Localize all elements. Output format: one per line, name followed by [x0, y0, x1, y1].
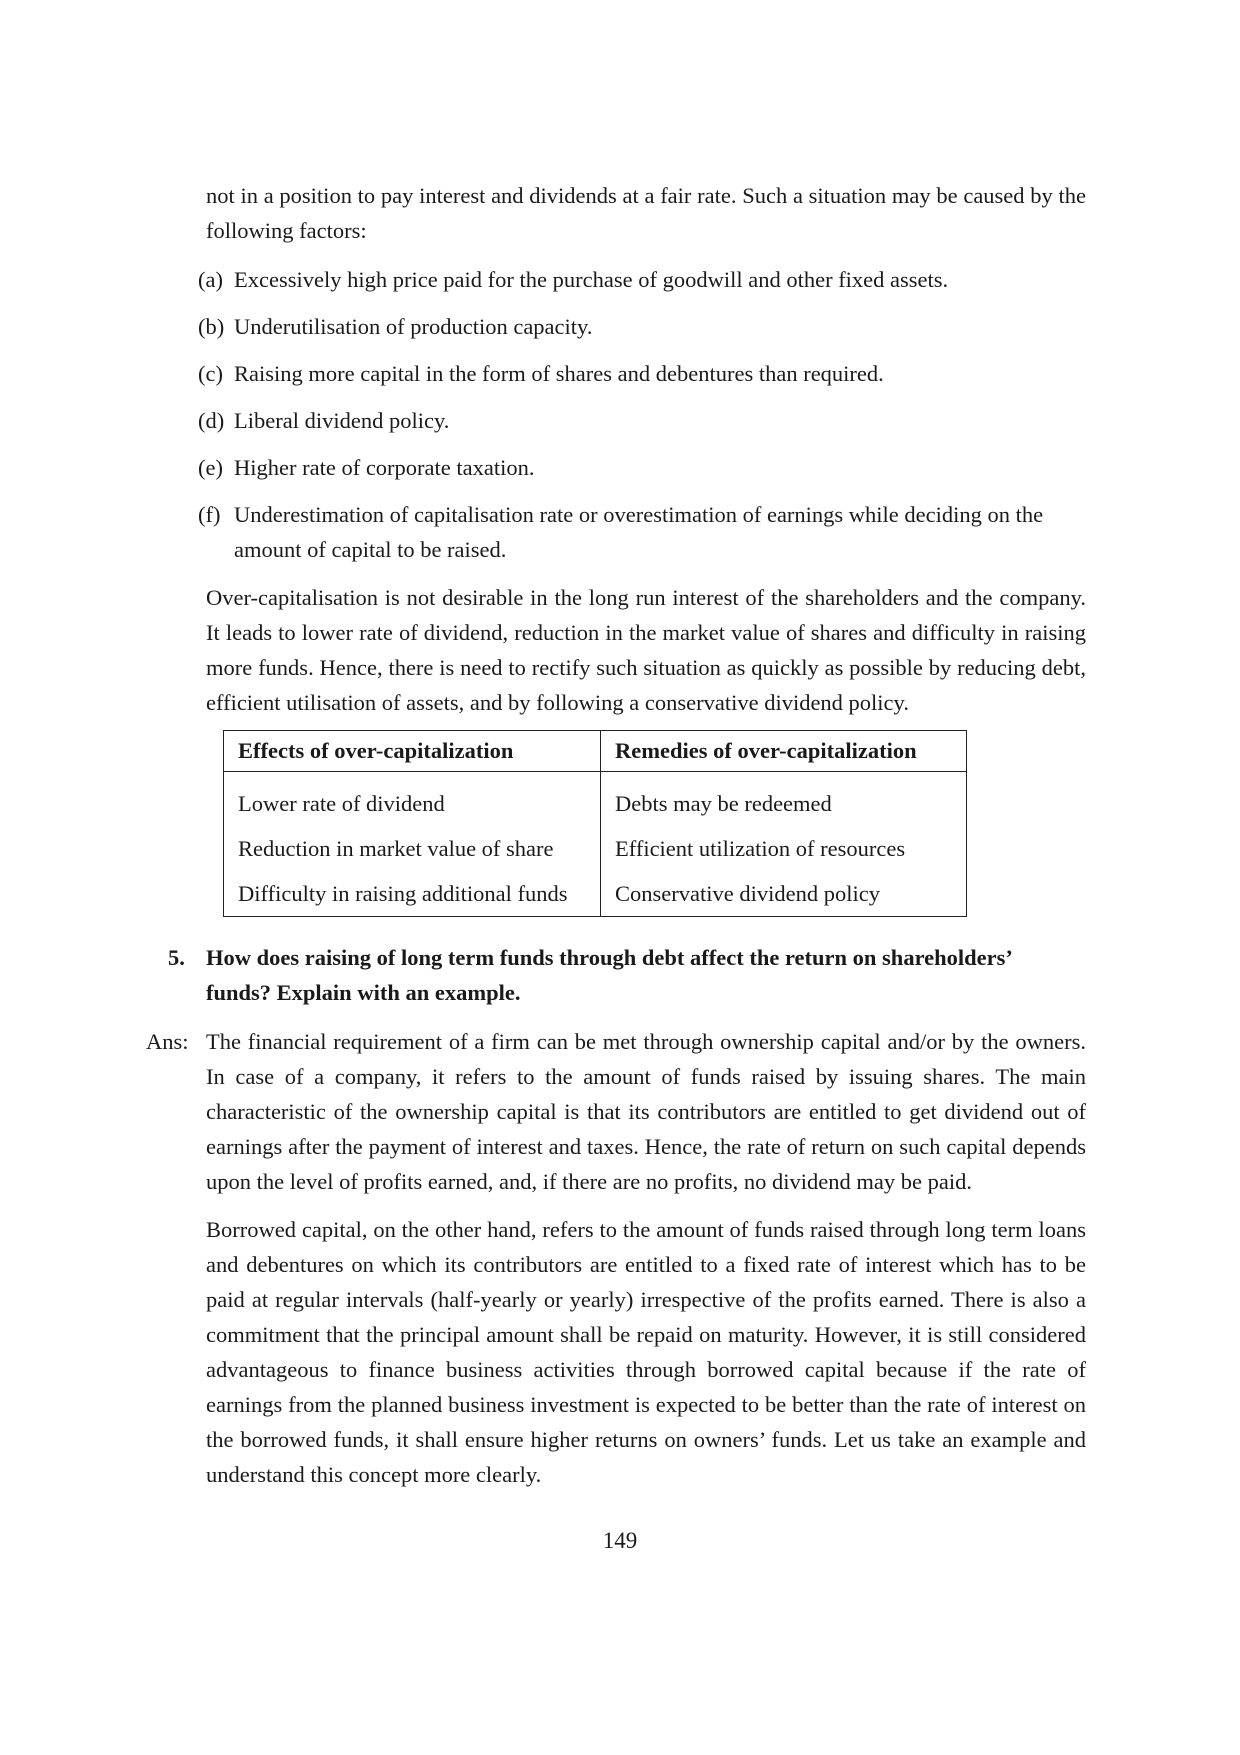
factor-text: Liberal dividend policy.	[234, 408, 450, 433]
factor-letter: (c)	[198, 361, 223, 386]
answer-paragraph-2: Borrowed capital, on the other hand, refers to the amount of funds raised through long term loans and debentures on which its contributors are entitled to a fixed rate of interest which has to be paid at regular intervals (half-yearly or yearly) irrespective of the profits earned. There is also a commitment that the principal amount shall be repaid on maturity. However, it is still considered advantageous to finance business activities through borrowed capital because if the rate of earnings from the planned business investment is expected to be better than the rate of interest on the borrowed funds, it shall ensure higher returns on owners’ funds. Let us take an example and understand this concept more clearly.	[206, 1217, 1086, 1487]
table-cell: Difficulty in raising additional funds	[224, 872, 601, 917]
table-header-row	[224, 731, 967, 772]
table-row	[224, 872, 967, 917]
factor-letter: (e)	[198, 455, 223, 480]
page-number: 149	[602, 1528, 638, 1553]
table-header-effects: Effects of over-capitalization	[224, 731, 601, 772]
factor-letter: (a)	[198, 267, 223, 292]
question-5	[168, 940, 1086, 1010]
question-line-2: funds? Explain with an example.	[206, 980, 521, 1005]
factor-letter: (f)	[198, 502, 221, 527]
factor-text: Underestimation of capitalisation rate or overestimation of earnings while deciding on the	[234, 502, 1044, 527]
factor-text: Excessively high price paid for the purchase of goodwill and other fixed assets.	[234, 267, 949, 292]
factor-letter: (d)	[198, 408, 225, 433]
factor-item-a	[198, 262, 1086, 297]
factor-text: Raising more capital in the form of shares and debentures than required.	[234, 361, 884, 386]
factor-item-f	[198, 497, 1086, 567]
table-row	[224, 772, 967, 827]
table-row	[224, 826, 967, 872]
table-cell: Conservative dividend policy	[601, 872, 967, 917]
factor-item-d	[198, 403, 1086, 438]
factor-text: Underutilisation of production capacity.	[234, 314, 593, 339]
factor-item-e	[198, 450, 1086, 485]
intro-paragraph: not in a position to pay interest and dividends at a fair rate. Such a situation may be caused by the following factors:	[206, 183, 1086, 243]
factor-text: Higher rate of corporate taxation.	[234, 455, 535, 480]
question-line-1: How does raising of long term funds through debt affect the return on shareholders’	[206, 945, 1013, 970]
table-cell: Efficient utilization of resources	[601, 826, 967, 872]
factor-item-c	[198, 356, 1086, 391]
table-cell: Debts may be redeemed	[601, 772, 967, 827]
factor-text-continuation: amount of capital to be raised.	[234, 537, 507, 562]
answer-label: Ans:	[146, 1029, 189, 1054]
table-header-remedies: Remedies of over-capitalization	[601, 731, 967, 772]
question-number: 5.	[168, 945, 185, 970]
over-capitalisation-paragraph: Over-capitalisation is not desirable in the long run interest of the shareholders and the company. It leads to lower rate of dividend, reduction in the market value of shares and difficulty in raising more funds. Hence, there is need to rectify such situation as quickly as possible by reducing debt, efficient utilisation of assets, and by following a conservative dividend policy.	[206, 585, 1086, 715]
answer-paragraph-1: The financial requirement of a firm can be met through ownership capital and/or by the owners. In case of a company, it refers to the amount of funds raised by issuing shares. The main characteristic of the ownership capital is that its contributors are entitled to get dividend out of earnings after the payment of interest and taxes. Hence, the rate of return on such capital depends upon the level of profits earned, and, if there are no profits, no dividend may be paid.	[206, 1029, 1086, 1194]
table-cell: Lower rate of dividend	[224, 772, 601, 827]
table-cell: Reduction in market value of share	[224, 826, 601, 872]
effects-remedies-table	[223, 730, 967, 917]
factor-letter: (b)	[198, 314, 225, 339]
factor-item-b	[198, 309, 1086, 344]
